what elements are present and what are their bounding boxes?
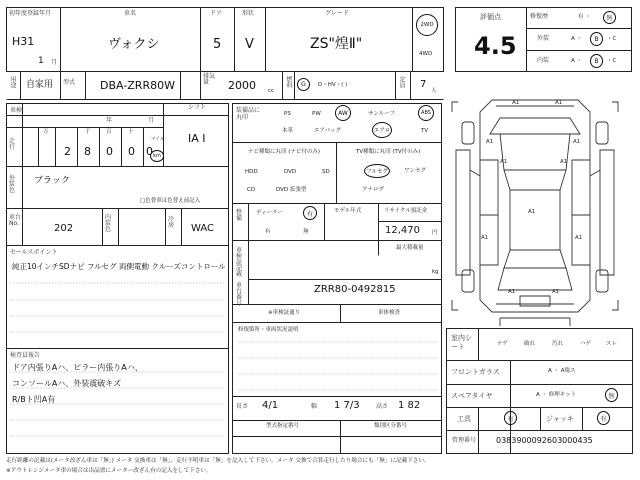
jack-label: ジャッキ — [546, 415, 574, 423]
tv-fullseg: フルセグ — [366, 169, 388, 175]
equip-leather: 本革 — [282, 128, 294, 134]
interior-selected: B — [594, 57, 599, 65]
grade-label: グレード — [325, 10, 350, 17]
recycle-fee-unit: 円 — [432, 230, 438, 236]
repair-note: 修復箇所・車両状況説明 — [238, 327, 299, 333]
car-name-value: ヴォクシ — [108, 37, 160, 52]
interior-options: A ・ — [571, 58, 583, 64]
spare-selected: 無 — [608, 392, 615, 400]
inspector-label: 検査員報告 — [10, 352, 41, 359]
equipment-label: 装備品に丸印 — [236, 107, 261, 122]
max-load-label: 最大積載量 — [396, 245, 424, 251]
width-value: 1 7/3 — [334, 400, 360, 411]
recycle-fee-label: リサイクル預託金 — [384, 208, 428, 214]
fuel-options: D・HV・( ) — [318, 82, 348, 88]
seats-label: 定員 — [398, 76, 405, 88]
exterior-selected: B — [594, 35, 599, 43]
first-reg-value: H31 — [12, 35, 35, 48]
max-load-unit: kg — [432, 269, 439, 275]
mileage-digit-4: 0 — [128, 145, 135, 158]
damage-mark: A1 — [560, 159, 568, 165]
nav-label: ナビ種類に丸印 (ナビ付のみ) — [248, 149, 321, 155]
model-label: 型式 — [63, 79, 76, 86]
drive-2wd: 2WD — [420, 22, 434, 28]
interior-seat-label: 室内シート — [451, 334, 472, 352]
equip-aw: AW — [338, 109, 348, 117]
equip-pw: PW — [312, 111, 321, 117]
interior-label: 内装 — [537, 57, 550, 64]
mileage-unit: km — [153, 153, 161, 159]
seat-item-3: 汚れ — [552, 341, 564, 347]
seat-item-2: 破れ — [524, 341, 536, 347]
damage-mark: A1 — [512, 100, 520, 106]
interior-selected-circle — [590, 54, 603, 68]
mileage-unit-juu: 十 — [128, 129, 134, 135]
seats-unit: 人 — [431, 88, 437, 94]
seat-item-5: スレ — [606, 341, 618, 347]
windshield-label: フロントガラス — [451, 368, 500, 376]
class-label: 類別区分番号 — [374, 423, 408, 429]
footer-line-1: 走行距離の記載は(メータ改ざん車は「無」) メータ 交換車は「無」、走行不明車は「無」を記入して下さい。メータ 交換で合算走行したり場合にも「無」に記載下さい。 — [6, 458, 430, 464]
damage-mark: A1 — [486, 139, 494, 145]
damage-mark: A1 — [552, 289, 560, 295]
spare-label: スペアタイヤ — [451, 392, 493, 400]
first-reg-month: 1 — [38, 56, 44, 66]
seat-item-4: ハゲ — [580, 341, 592, 347]
doors-label: ドア — [210, 10, 222, 17]
footer-line-2: ※アウトレンジメータ車の場合は出品票にメーター改ざん有の記入をして下さい。 — [6, 468, 212, 474]
mileage-km-circle — [150, 150, 164, 162]
tv-analog: アナログ — [362, 187, 385, 193]
shape-label: 形状 — [242, 10, 255, 17]
seat-item-1: ナゲ — [497, 341, 508, 347]
mileage-digit-1: 2 — [64, 145, 71, 158]
nav-dvd-ext: DVD 拡張型 — [276, 187, 307, 193]
mileage-label: 走行 — [9, 138, 16, 151]
mgmt-value: 0383900092603000435 — [496, 436, 593, 445]
vin-note: ※車検証通り — [268, 310, 301, 316]
jack-selected: 有 — [600, 415, 607, 423]
damage-mark: A1 — [508, 289, 516, 295]
nav-hdd: HDD — [245, 169, 258, 175]
first-reg-label: 初年度登録年月 — [9, 10, 52, 17]
equip-aero: エアロ — [373, 128, 391, 134]
dealer-record: 有 — [265, 229, 271, 235]
fuel-label: 燃料 — [285, 76, 292, 88]
equip-sunroof: サンルーフ — [368, 111, 395, 117]
use-value: 自家用 — [26, 80, 54, 90]
owner-label: 車体検査 — [378, 310, 401, 316]
nav-cd: CD — [247, 187, 256, 193]
dealer-yes: 有 — [306, 210, 313, 218]
tv-oneseg: ワンセグ — [404, 168, 427, 174]
vehicle-record-label: 車検証記載 — [236, 247, 243, 278]
dealer-yes-circle — [303, 206, 317, 220]
cc-unit: cc — [268, 88, 275, 94]
score-label: 評価点 — [480, 13, 501, 21]
first-reg-month-unit: 月 — [51, 59, 58, 66]
inspection-month-label: 月 — [148, 117, 155, 124]
tools-label: 工具 — [457, 415, 471, 423]
sales-point-label: セールスポイント — [10, 249, 58, 256]
inspector-line-2: コンソールAハ、外装震破キズ — [12, 379, 122, 388]
fuel-g-circle — [297, 78, 310, 91]
height-value: 1 82 — [398, 400, 421, 411]
height-label: 高さ — [376, 403, 389, 410]
type-code-label: 型式指定番号 — [266, 423, 300, 429]
chassis-label: 車台番号 — [236, 282, 243, 307]
use-label: 用途 — [9, 76, 16, 88]
mileage-digit-5: 0 — [146, 145, 153, 158]
inspection-label: 車検 — [10, 107, 23, 114]
mileage-unit-sen: 千 — [85, 129, 91, 135]
exterior-selected-circle — [590, 32, 603, 46]
equip-ps: PS — [284, 111, 291, 117]
damage-mark: A1 — [555, 100, 563, 106]
damage-mark: A1 — [575, 235, 583, 241]
model-value: DBA-ZRR80W — [100, 79, 175, 92]
mileage-unit-man: 万 — [43, 129, 49, 135]
tools-selected: 有 — [507, 415, 514, 423]
length-value: 4/1 — [262, 400, 279, 411]
model-year-label: モデル年式 — [334, 208, 362, 214]
color-label: 外装色 — [9, 175, 16, 194]
equip-abs: ABS — [421, 110, 431, 116]
repair-selected: 無 — [606, 15, 613, 22]
damage-mark: A1 — [573, 139, 581, 145]
score-value: 4.5 — [474, 32, 517, 60]
grade-value: ZS"煌Ⅱ" — [310, 36, 363, 52]
color-change-note: □色替車は色替え前記入 — [140, 198, 201, 204]
inspection-year-label: 年 — [106, 117, 113, 124]
tools-selected-circle — [504, 411, 517, 425]
shift-label: シフト — [188, 104, 207, 111]
nav-sd: SD — [322, 169, 330, 175]
length-label: 長さ — [236, 403, 249, 410]
cc-label: 排気量 — [203, 73, 216, 86]
equip-aero-circle — [372, 122, 392, 138]
drive-4wd: 4WD — [419, 51, 433, 57]
fuel-g: G — [301, 81, 306, 88]
tv-fullseg-circle — [364, 164, 390, 178]
cc-value: 2000 — [228, 79, 256, 92]
exterior-tail: ・C — [607, 36, 617, 42]
mileage-digit-2: 8 — [84, 145, 91, 158]
damage-mark: A1 — [528, 209, 536, 215]
doors-value: 5 — [213, 37, 222, 52]
cooler-value: WAC — [191, 223, 214, 234]
chassis-no-label: 車台No. — [9, 214, 22, 227]
color-value: ブラック — [34, 176, 70, 186]
equip-aw-circle — [335, 105, 351, 121]
dealer-no: 無 — [303, 229, 309, 235]
shape-value: V — [245, 37, 254, 52]
exterior-label: 外装 — [537, 35, 550, 42]
seats-value: 7 — [420, 79, 427, 90]
inspector-line-1: ドア内張りAハ、ピラー内張りAハ、 — [12, 363, 143, 372]
equip-airbag: エアバッグ — [314, 128, 342, 134]
dealer-label: ディーラー — [256, 210, 284, 216]
damage-mark: A1 — [500, 159, 508, 165]
width-label: 幅 — [311, 403, 318, 410]
cooler-label: 冷房 — [168, 216, 175, 229]
interior-color-label: 内装色 — [105, 214, 112, 233]
damage-mark: A1 — [481, 235, 489, 241]
jack-selected-circle — [597, 411, 610, 425]
windshield-value: A ・ A傷ス — [548, 368, 576, 374]
spare-value: A ・ 修理キット — [536, 392, 577, 398]
inspector-line-3: R/Bト凹A有 — [12, 395, 56, 404]
interior-tail: ・C — [607, 58, 617, 64]
car-name-label: 車名 — [124, 10, 137, 17]
chassis-no-value: 202 — [54, 223, 74, 234]
tv-label: TV種類に丸印 (TV付のみ) — [356, 149, 421, 155]
spare-selected-circle — [605, 388, 618, 402]
sales-point-text: 純正10インチSDナビ フルセグ 両側電動 クルーズコントロール — [12, 262, 226, 271]
chassis-value: ZRR80-0492815 — [314, 284, 396, 295]
mileage-note: マイル — [151, 137, 165, 142]
mgmt-label: 管理番号 — [452, 437, 477, 444]
mileage-digit-3: 0 — [106, 145, 113, 158]
shift-value: IA I — [188, 132, 206, 145]
repair-label: 修復歴 — [530, 13, 549, 20]
exterior-options: A ・ — [571, 36, 583, 42]
nav-dvd: DVD — [284, 169, 297, 175]
recycle-fee-value: 12,470 — [385, 225, 420, 236]
equip-abs-circle — [418, 105, 434, 121]
equip-tv: TV — [421, 128, 429, 134]
drive-2wd-circle — [416, 14, 438, 36]
mileage-unit-hyaku: 百 — [106, 129, 112, 135]
repair-selected-circle — [603, 11, 616, 24]
repair-options: 有 ・ — [578, 14, 591, 20]
maintenance-label: 整備 — [236, 209, 243, 222]
